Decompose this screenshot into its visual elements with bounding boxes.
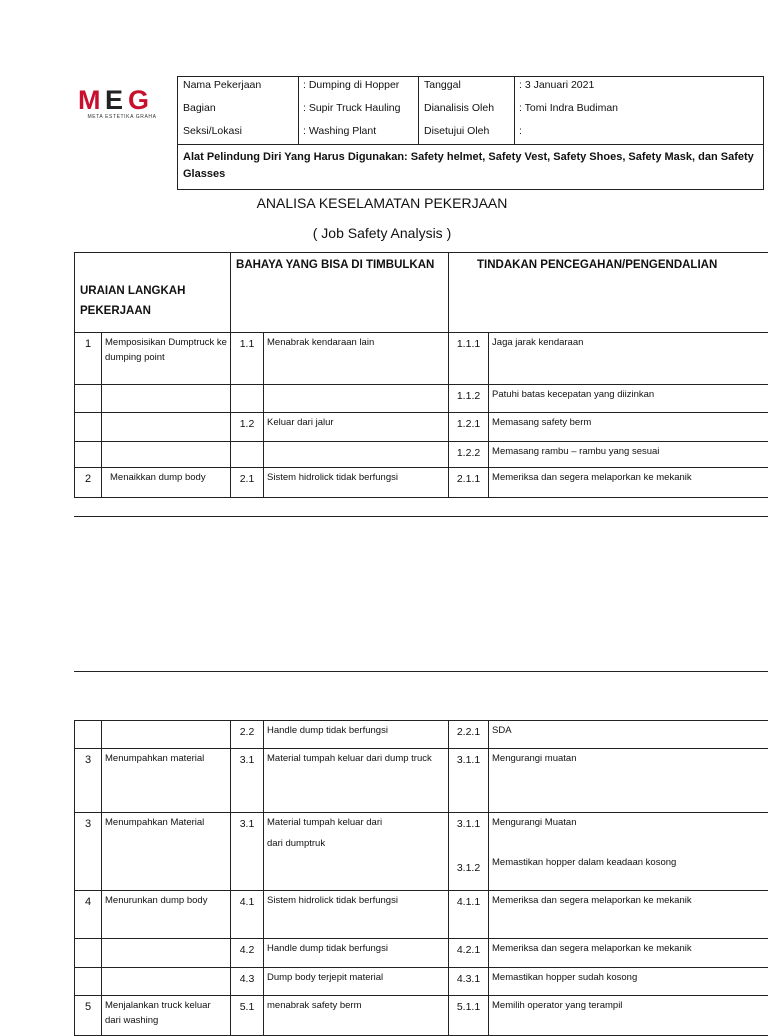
control-text: Jaga jarak kendaraan bbox=[489, 333, 768, 385]
step-number bbox=[75, 721, 102, 749]
hazard-number: 5.1 bbox=[231, 996, 264, 1036]
hazard-text: Handle dump tidak berfungsi bbox=[264, 939, 449, 968]
bagian-value: : Supir Truck Hauling bbox=[303, 102, 400, 114]
page-break-line bbox=[74, 671, 768, 672]
table-row bbox=[75, 385, 768, 413]
table-row bbox=[75, 333, 768, 385]
dianalisis-value: : Tomi Indra Budiman bbox=[519, 102, 618, 114]
hazard-text bbox=[264, 385, 449, 413]
hazard-number: 2.2 bbox=[231, 721, 264, 749]
control-number: 5.1.1 bbox=[449, 996, 489, 1036]
table-row bbox=[75, 442, 768, 468]
control-number: 4.1.1 bbox=[449, 891, 489, 939]
step-number: 2 bbox=[75, 468, 102, 498]
hazard-cell bbox=[264, 813, 449, 891]
control-number: 1.1.2 bbox=[449, 385, 489, 413]
dianalisis-label: Dianalisis Oleh bbox=[424, 102, 494, 114]
hazard-text: menabrak safety berm bbox=[264, 996, 449, 1036]
table-row bbox=[75, 813, 768, 891]
hazard-text: Sistem hidrolick tidak berfungsi bbox=[264, 468, 449, 498]
page-title: ANALISA KESELAMATAN PEKERJAAN bbox=[0, 195, 766, 211]
step-text: Menjalankan truck keluar dari washing bbox=[102, 996, 231, 1036]
control-number-cell bbox=[449, 813, 489, 891]
step-text: Menumpahkan material bbox=[102, 749, 231, 813]
control-number: 4.3.1 bbox=[449, 968, 489, 996]
control-text: Mengurangi Muatan bbox=[492, 815, 768, 830]
hazard-number: 3.1 bbox=[231, 813, 264, 891]
hazard-text: Dump body terjepit material bbox=[264, 968, 449, 996]
table-row bbox=[75, 891, 768, 939]
header-uraian: URAIAN LANGKAH PEKERJAAN bbox=[75, 253, 231, 333]
control-cell bbox=[489, 813, 768, 891]
svg-text:M: M bbox=[78, 86, 100, 112]
step-number bbox=[75, 413, 102, 442]
hazard-number bbox=[231, 442, 264, 468]
svg-text:E: E bbox=[105, 86, 123, 112]
step-number: 3 bbox=[75, 749, 102, 813]
control-number: 2.2.1 bbox=[449, 721, 489, 749]
step-number: 4 bbox=[75, 891, 102, 939]
control-text: Patuhi batas kecepatan yang diizinkan bbox=[489, 385, 768, 413]
hazard-number: 4.1 bbox=[231, 891, 264, 939]
step-number: 3 bbox=[75, 813, 102, 891]
control-text: Memastikan hopper sudah kosong bbox=[489, 968, 768, 996]
step-text bbox=[102, 968, 231, 996]
step-text: Memposisikan Dumptruck ke dumping point bbox=[102, 333, 231, 385]
disetujui-label: Disetujui Oleh bbox=[424, 125, 489, 137]
seksi-label: Seksi/Lokasi bbox=[183, 125, 242, 137]
control-text: Memasang rambu – rambu yang sesuai bbox=[489, 442, 768, 468]
table-row bbox=[75, 939, 768, 968]
step-text bbox=[102, 721, 231, 749]
table-row bbox=[75, 996, 768, 1036]
control-text: Memeriksa dan segera melaporkan ke mekanik bbox=[489, 891, 768, 939]
control-number: 4.2.1 bbox=[449, 939, 489, 968]
step-text bbox=[102, 939, 231, 968]
step-number bbox=[75, 442, 102, 468]
hazard-number: 1.1 bbox=[231, 333, 264, 385]
control-number: 1.2.2 bbox=[449, 442, 489, 468]
bagian-label: Bagian bbox=[183, 102, 216, 114]
page-break-line bbox=[74, 516, 768, 517]
tanggal-value: : 3 Januari 2021 bbox=[519, 79, 594, 91]
control-text: Memeriksa dan segera melaporkan ke mekanik bbox=[489, 468, 768, 498]
step-text: Menumpahkan Material bbox=[102, 813, 231, 891]
control-number: 1.2.1 bbox=[449, 413, 489, 442]
header-bahaya: BAHAYA YANG BISA DI TIMBULKAN bbox=[231, 253, 449, 333]
step-text bbox=[102, 442, 231, 468]
page-subtitle: ( Job Safety Analysis ) bbox=[0, 225, 766, 241]
nama-label: Nama Pekerjaan bbox=[183, 79, 261, 91]
info-box bbox=[177, 76, 764, 145]
control-number-2: 3.1.2 bbox=[452, 861, 485, 876]
hazard-number: 2.1 bbox=[231, 468, 264, 498]
hazard-number: 4.2 bbox=[231, 939, 264, 968]
hazard-number bbox=[231, 385, 264, 413]
tanggal-label: Tanggal bbox=[424, 79, 461, 91]
table-row bbox=[75, 968, 768, 996]
control-text: Memeriksa dan segera melaporkan ke mekanik bbox=[489, 939, 768, 968]
step-number bbox=[75, 968, 102, 996]
hazard-text: Keluar dari jalur bbox=[264, 413, 449, 442]
hazard-text: Material tumpah keluar dari dump truck bbox=[264, 749, 449, 813]
svg-text:G: G bbox=[128, 86, 149, 112]
control-number: 1.1.1 bbox=[449, 333, 489, 385]
table-row bbox=[75, 413, 768, 442]
hazard-text: Menabrak kendaraan lain bbox=[264, 333, 449, 385]
control-text: Memasang safety berm bbox=[489, 413, 768, 442]
hazard-text bbox=[264, 442, 449, 468]
step-text: Menaikkan dump body bbox=[102, 468, 231, 498]
control-number: 3.1.1 bbox=[452, 817, 485, 832]
company-logo bbox=[78, 86, 168, 120]
hazard-text: Sistem hidrolick tidak berfungsi bbox=[264, 891, 449, 939]
logo-subtext: META ESTETIKA GRAHA bbox=[78, 114, 166, 120]
meg-logo-icon bbox=[78, 86, 166, 112]
nama-value: : Dumping di Hopper bbox=[303, 79, 399, 91]
control-text-2: Memastikan hopper dalam keadaan kosong bbox=[492, 855, 768, 870]
control-number: 3.1.1 bbox=[449, 749, 489, 813]
table-row bbox=[75, 468, 768, 498]
seksi-value: : Washing Plant bbox=[303, 125, 376, 137]
table-row bbox=[75, 721, 768, 749]
step-text: Menurunkan dump body bbox=[102, 891, 231, 939]
control-text: SDA bbox=[489, 721, 768, 749]
control-text: Memilih operator yang terampil bbox=[489, 996, 768, 1036]
hazard-number: 4.3 bbox=[231, 968, 264, 996]
control-text: Mengurangi muatan bbox=[489, 749, 768, 813]
jsa-table-bottom bbox=[74, 720, 768, 1036]
step-text bbox=[102, 385, 231, 413]
apd-requirements: Alat Pelindung Diri Yang Harus Digunakan: Safety helmet, Safety Vest, Safety Shoes, Safety Mask, dan Safety Glasses bbox=[177, 145, 764, 190]
step-number: 5 bbox=[75, 996, 102, 1036]
step-number bbox=[75, 385, 102, 413]
jsa-table-top bbox=[74, 252, 768, 498]
hazard-text: Material tumpah keluar dari bbox=[267, 815, 445, 830]
hazard-text-cont: dari dumptruk bbox=[267, 836, 445, 851]
table-row bbox=[75, 749, 768, 813]
hazard-number: 3.1 bbox=[231, 749, 264, 813]
step-number: 1 bbox=[75, 333, 102, 385]
hazard-number: 1.2 bbox=[231, 413, 264, 442]
step-number bbox=[75, 939, 102, 968]
control-number: 2.1.1 bbox=[449, 468, 489, 498]
step-text bbox=[102, 413, 231, 442]
hazard-text: Handle dump tidak berfungsi bbox=[264, 721, 449, 749]
disetujui-value: : bbox=[519, 125, 522, 137]
header-tindakan: TINDAKAN PENCEGAHAN/PENGENDALIAN bbox=[449, 253, 768, 333]
